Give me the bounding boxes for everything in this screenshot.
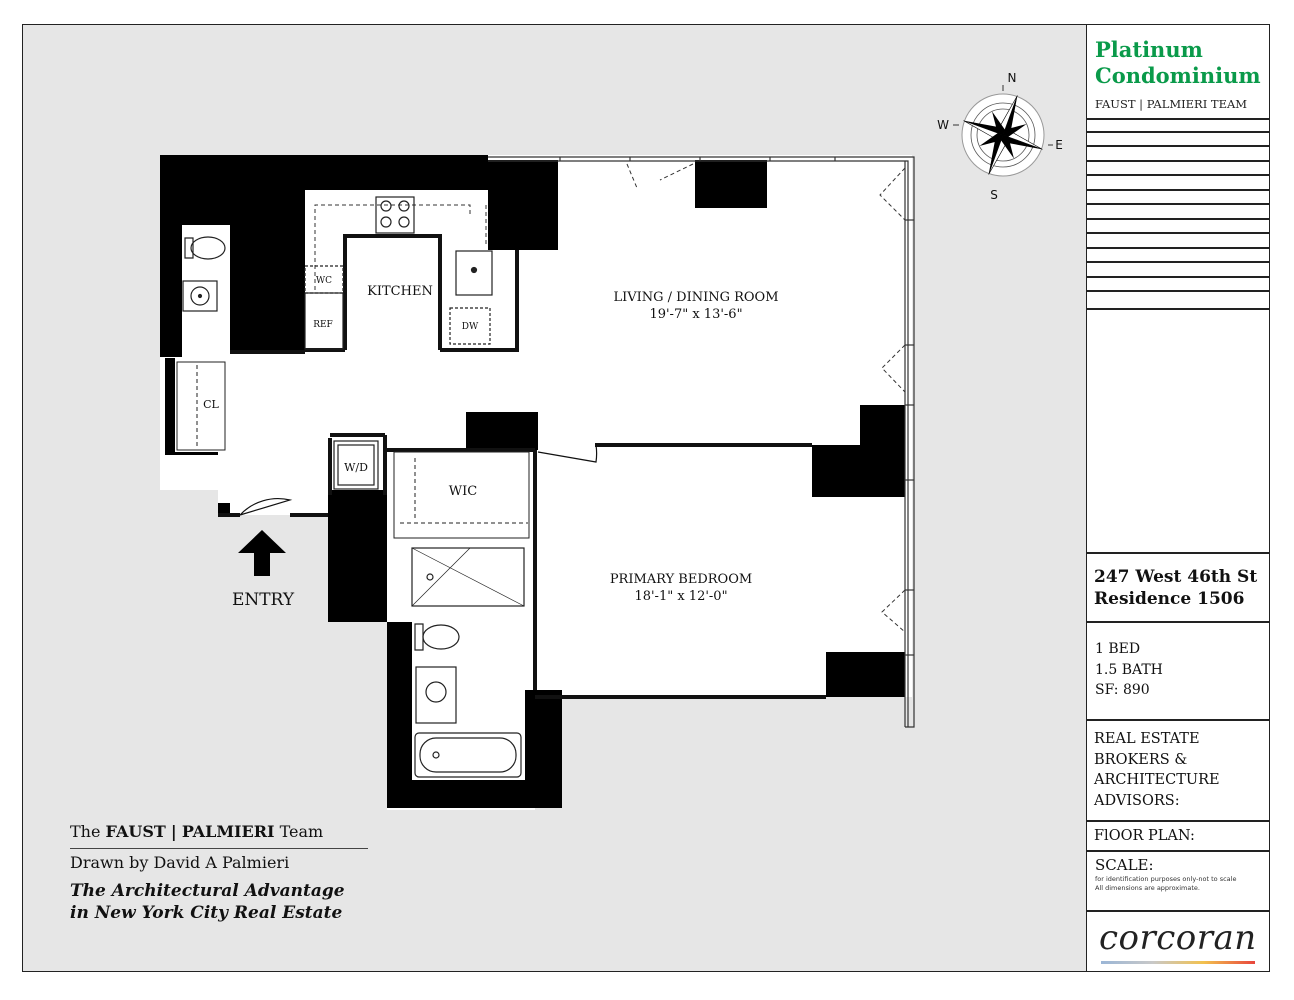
corcoran-logo: corcoran bbox=[1099, 918, 1257, 958]
tagline-line-1: The Architectural Advantage bbox=[70, 881, 345, 901]
compass-north-label: N bbox=[1007, 71, 1017, 85]
drawn-by: Drawn by David A Palmieri bbox=[70, 853, 290, 872]
rule bbox=[1087, 174, 1270, 176]
scale-note-2: All dimensions are approximate. bbox=[1095, 884, 1200, 892]
compass-east-label: E bbox=[1055, 138, 1063, 152]
column-southeast bbox=[826, 652, 905, 697]
address-block bbox=[1094, 566, 1257, 610]
scale-note-1: for identification purposes only-not to scale bbox=[1095, 875, 1237, 883]
rule bbox=[1087, 910, 1270, 912]
rule bbox=[1087, 308, 1270, 310]
entry-label: ENTRY bbox=[231, 590, 295, 610]
rule bbox=[1087, 261, 1270, 263]
title-block bbox=[1087, 24, 1270, 972]
tagline bbox=[70, 880, 345, 924]
square-feet: SF: 890 bbox=[1095, 682, 1150, 698]
credit-separator: | bbox=[170, 822, 177, 841]
dw-label: DW bbox=[461, 322, 479, 332]
column-northwest bbox=[488, 160, 558, 250]
rule bbox=[1087, 218, 1270, 220]
ref-label: REF bbox=[313, 320, 333, 330]
compass-rose-icon bbox=[949, 81, 1057, 189]
compass-west-label: W bbox=[937, 118, 949, 132]
rule bbox=[1087, 160, 1270, 162]
building-name-line-1: Platinum bbox=[1095, 37, 1203, 62]
credit-palmieri: PALMIERI bbox=[181, 822, 275, 841]
rule bbox=[1087, 552, 1270, 554]
rule bbox=[1087, 145, 1270, 147]
wc-label: WC bbox=[315, 276, 333, 286]
tagline-line-2: in New York City Real Estate bbox=[70, 903, 343, 923]
beds: 1 BED bbox=[1095, 641, 1141, 657]
column-north bbox=[695, 160, 767, 208]
floor-plan-label: FlOOR PLAN: bbox=[1094, 828, 1195, 844]
wic-label: WIC bbox=[448, 484, 478, 499]
rule bbox=[1087, 290, 1270, 292]
living-room-label: LIVING / DINING ROOM bbox=[613, 290, 779, 305]
brokers-line-2: BROKERS & bbox=[1094, 751, 1188, 768]
rule bbox=[1087, 820, 1270, 822]
rule bbox=[1087, 203, 1270, 205]
rule bbox=[1087, 276, 1270, 278]
rule bbox=[1087, 247, 1270, 249]
brokers-line-4: ADVISORS: bbox=[1094, 792, 1180, 809]
kitchen-label: KITCHEN bbox=[367, 284, 433, 299]
living-room-dims: 19'-7" x 13'-6" bbox=[649, 307, 743, 322]
rule bbox=[1087, 118, 1270, 120]
credit-divider bbox=[70, 848, 368, 849]
brokers-block bbox=[1094, 729, 1220, 811]
washer-dryer-label: W/D bbox=[344, 461, 368, 474]
credit-team: Team bbox=[279, 822, 324, 841]
building-name bbox=[1095, 37, 1270, 89]
credit-faust: FAUST bbox=[105, 822, 166, 841]
logo-color-bar bbox=[1101, 961, 1255, 964]
compass-south-label: S bbox=[990, 188, 998, 202]
team-name: FAUST | PALMIERI TEAM bbox=[1095, 97, 1248, 111]
closet-label: CL bbox=[203, 398, 219, 411]
scale-label: SCALE: bbox=[1095, 856, 1154, 874]
baths: 1.5 BATH bbox=[1095, 661, 1163, 678]
brokers-line-3: ARCHITECTURE bbox=[1094, 772, 1220, 788]
rule bbox=[1087, 621, 1270, 623]
bedroom-label: PRIMARY BEDROOM bbox=[609, 572, 753, 587]
bedroom-dims: 18'-1" x 12'-0" bbox=[634, 589, 728, 604]
unit-specs bbox=[1095, 639, 1163, 701]
scale-note bbox=[1095, 875, 1267, 893]
team-credit bbox=[70, 822, 323, 841]
brokers-line-1: REAL ESTATE bbox=[1094, 731, 1200, 747]
rule bbox=[1087, 131, 1270, 133]
address: 247 West 46th St bbox=[1094, 567, 1258, 587]
rule bbox=[1087, 232, 1270, 234]
credit-the: The bbox=[70, 822, 101, 841]
rule bbox=[1087, 850, 1270, 852]
building-name-line-2: Condominium bbox=[1095, 63, 1261, 88]
rule bbox=[1087, 719, 1270, 721]
rule bbox=[1087, 189, 1270, 191]
residence-number: Residence 1506 bbox=[1094, 589, 1245, 609]
